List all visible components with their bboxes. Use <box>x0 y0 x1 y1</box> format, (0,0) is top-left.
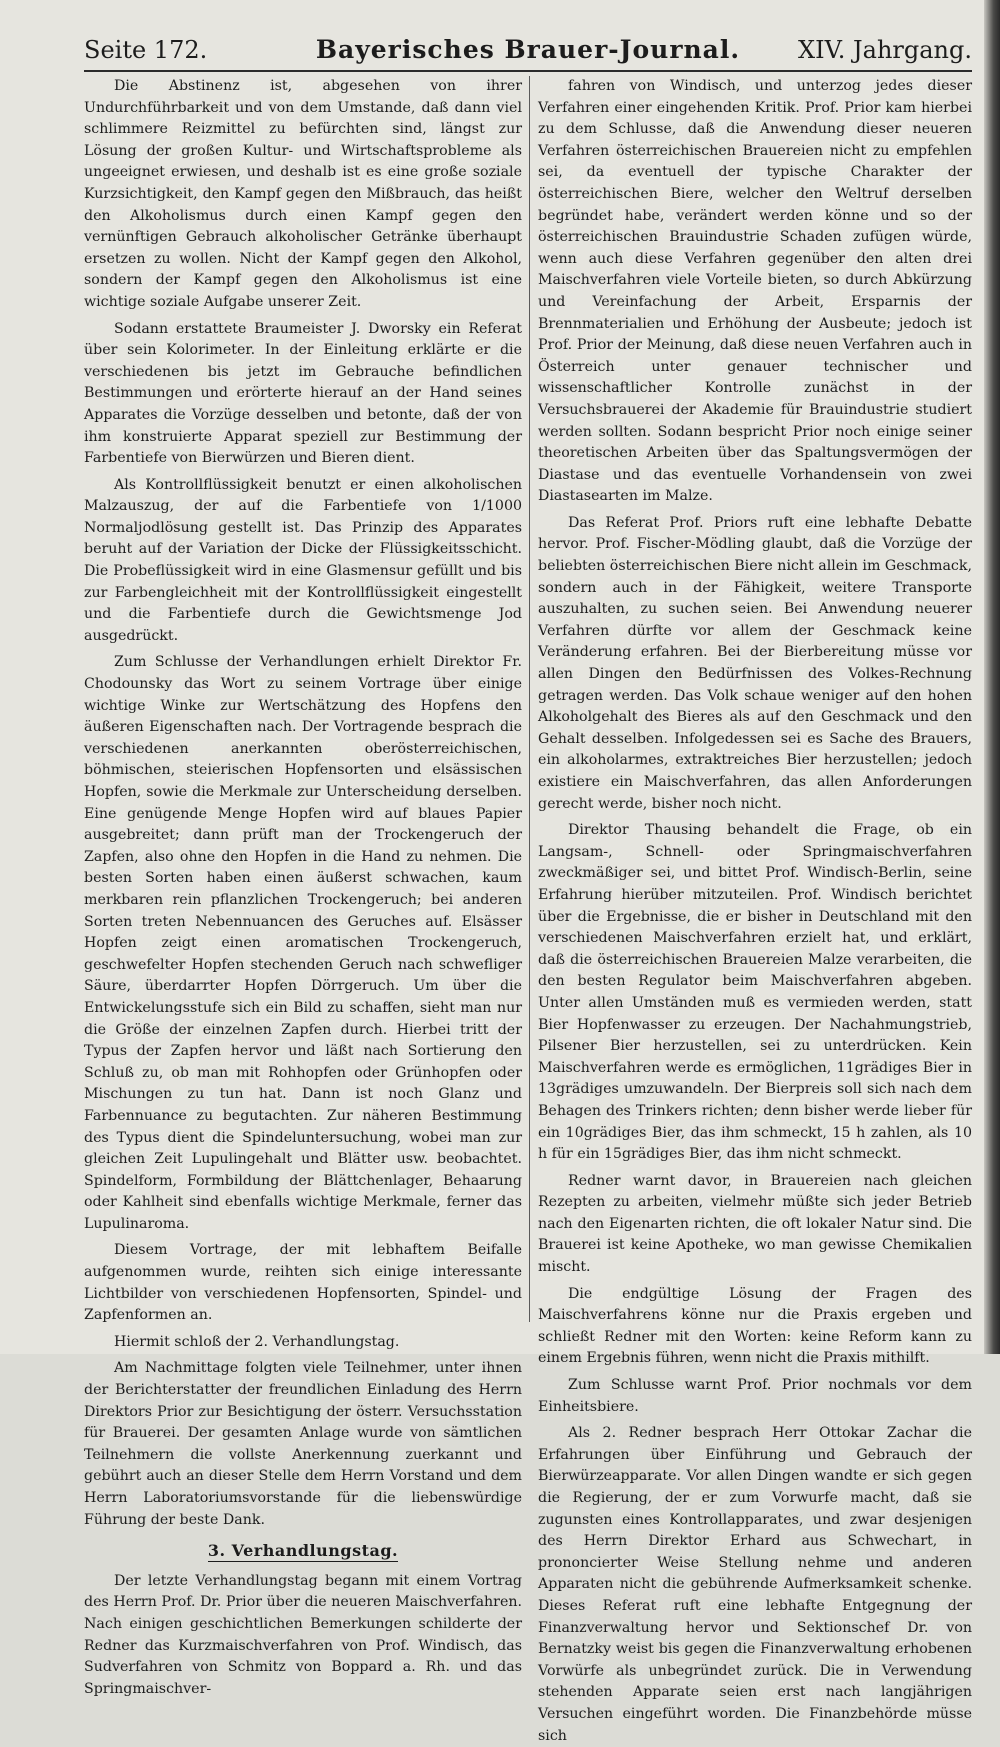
left-column <box>84 76 522 1697</box>
paragraph: Als 2. Redner besprach Herr Ottokar Zachar die Erfahrungen über Einführung und Gebrauch der Bierwürzeapparate. Vor allen Dingen wandte er sich gegen die Regierung, der er zum Vorwurfe macht, daß sie zugunsten eines Kontrollapparates, und zwar desjenigen des Herrn Direktor Erhard aus Schwechart, in prononcierter Weise Stellung nehme und anderen Apparaten nicht die gebührende Aufmerksamkeit schenke. Dieses Referat ruft eine lebhafte Entgegnung der Finanzverwaltung hervor und Sektionschef Dr. von Bernatzky weist bis gegen die Finanzverwaltung erhobenen Vorwürfe als unbegründet zurück. Die in Verwendung stehenden Apparate seien erst nach langjährigen Versuchen eingeführt worden. Die Finanzbehörde müsse sich <box>538 1425 972 1744</box>
paragraph: Die endgültige Lösung der Fragen des Maischverfahrens könne nur die Praxis ergeben und schließt Redner mit den Worten: keine Reform kann zu einem Ergebnis führen, wenn nicht die Praxis mithilft. <box>538 1285 972 1367</box>
paragraph: Zum Schlusse warnt Prof. Prior nochmals vor dem Einheitsbiere. <box>538 1377 972 1415</box>
paragraph: Redner warnt davor, in Brauereien nach gleichen Rezepten zu arbeiten, vielmehr müßte sich jeder Betrieb nach den Eigenarten richten, die oft lokaler Natur sind. Die Brauerei ist keine Apotheke, wo man gewisse Chemikalien mischt. <box>538 1172 972 1276</box>
paragraph: Zum Schlusse der Verhandlungen erhielt Direktor Fr. Chodounsky das Wort zu seinem Vortrage über einige wichtige Winke zur Wertschätzung des Hopfens den äußeren Eigenschaften nach. Der Vortragende besprach die verschiedenen anerkannten oberösterreichischen, böhmischen, steierischen Hopfensorten und elsässischen Hopfen, sowie die Merkmale zur Unterscheidung derselben. Eine genügende Menge Hopfen wird auf blaues Papier ausgebreitet; dann prüft man der Trockengeruch der Zapfen, also ohne den Hopfen in die Hand zu nehmen. Die besten Sorten haben einen äußerst schwachen, kaum merkbaren rein pflanzlichen Trockengeruch; bei anderen Sorten treten Nebennuancen des Geruches auf. Elsässer Hopfen zeigt einen aromatischen Trockengeruch, geschwefelter Hopfen stechenden Geruch nach schwefliger Säure, überdarrter Hopfen Dörrgeruch. Um über die Entwickelungsstufe sich ein Bild zu schaffen, sieht man nur die Größe der einzelnen Zapfen durch. Hierbei tritt der Typus der Zapfen hervor und läßt nach Sortierung den Schluß zu, ob man mit Rohhopfen oder Grünhopfen oder Mischungen zu tun hat. Dann ist noch Glanz und Farbennuance zu begutachten. Zur näheren Bestimmung des Typus dient die Spindeluntersuchung, wobei man zur gleichen Zeit Lupulingehalt und Blätter usw. beobachtet. Spindelform, Formbildung der Blättchenlager, Behaarung oder Kahlheit sind ebenfalls wichtige Merkmale, ferner das Lupulinaroma. <box>84 654 522 1232</box>
paragraph: Am Nachmittage folgten viele Teilnehmer, unter ihnen der Berichterstatter der freundlichen Einladung des Herrn Direktors Prior zur Besichtigung der österr. Versuchsstation für Brauerei. Der gesamten Anlage wurde von sämtlichen Teilnehmern die vollste Anerkennung zuerkannt und gebührt auch an dieser Stelle dem Herrn Vorstand und dem Herrn Laboratoriumsvorstande für die liebenswürdige Führung der beste Dank. <box>84 1360 522 1528</box>
paragraph: fahren von Windisch, und unterzog jedes dieser Verfahren einer eingehenden Kritik. Prof. Prior kam hierbei zu dem Schlusse, daß die Anwendung dieser neueren Verfahren österreichischen Brauereien nicht zu empfehlen sei, da eventuell der typische Charakter der österreichischen Biere, welcher den Weltruf derselben begründet habe, verändert werden könne und so der österreichischen Brauindustrie Schaden zufügen würde, wenn auch diese Verfahren gegenüber den alten drei Maischverfahren viele Vorteile bieten, so durch Abkürzung und Vereinfachung der Arbeit, Ersparnis der Brennmaterialien und Erhöhung der Ausbeute; jedoch ist Prof. Prior der Meinung, daß diese neuen Verfahren auch in Österreich unter genauer technischer und wissenschaftlicher Kontrolle zunächst in der Versuchsbrauerei der Akademie für Brauindustrie studiert werden sollten. Sodann bespricht Prior noch einige seiner theoretischen Arbeiten über das Spaltungsvermögen der Diastase und das eventuelle Vorhandensein von zwei Diastasearten im Malze. <box>538 78 972 505</box>
paragraph: Sodann erstattete Braumeister J. Dworsky ein Referat über sein Kolorimeter. In der Einleitung erklärte er die verschiedenen bis jetzt im Gebrauche befindlichen Bestimmungen und erörterte hierauf an der Hand seines Apparates die Vorzüge desselben und betonte, daß der von ihm konstruierte Apparat speziell zur Bestimmung der Farbentiefe von Bierwürzen und Bieren dient. <box>84 320 522 467</box>
volume-label: XIV. Jahrgang. <box>798 36 972 64</box>
paragraph: Hiermit schloß der 2. Verhandlungstag. <box>114 1333 400 1350</box>
paragraph: Direktor Thausing behandelt die Frage, ob ein Langsam-, Schnell- oder Springmaischverfahren zweckmäßiger sei, und bittet Prof. Windisch-Berlin, seine Erfahrung hierüber mitzuteilen. Prof. Windisch berichtet über die Ergebnisse, die er bisher in Deutschland mit den verschiedenen Maischverfahren erzielt hat, und erklärt, daß die österreichischen Brauereien Malze verarbeiten, die den besten Regulator beim Maischverfahren abgeben. Unter allen Umständen muß es vermieden werden, statt Bier Hopfenwasser zu erzeugen. Der Nachahmungstrieb, Pilsener Bier herzustellen, sei zu unterdrücken. Kein Maischverfahren werde es ermöglichen, 11grädiges Bier in 13grädiges umzuwandeln. Der Bierpreis soll sich nach dem Behagen des Trinkers richten; denn bisher werde lieber für ein 10grädiges Bier, das ihm schmeckt, 15 h zahlen, als 10 h für ein 15grädiges Bier, das ihm nicht schmeckt. <box>538 822 972 1163</box>
section-heading-text: 3. Verhandlungstag. <box>207 1541 399 1561</box>
paragraph: Das Referat Prof. Priors ruft eine lebhafte Debatte hervor. Prof. Fischer-Mödling glaubt, daß die Vorzüge der beliebten österreichischen Biere nicht allein im Geschmack, sondern auch in der Fähigkeit, weitere Transporte auszuhalten, zu suchen seien. Bei Anwendung neuerer Verfahren dürfte vor allem der Geschmack keine Veränderung erfahren. Bei der Bierbereitung müsse vor allen Dingen den Bedürfnissen des Volkes-Rechnung getragen werden. Das Volk schaue weniger auf den hohen Alkoholgehalt des Bieres als auf den Geschmack und den Gehalt desselben. Infolgedessen sei es Sache des Brauers, ein alkoholarmes, extraktreiches Bier herzustellen; jedoch existiere ein Maischverfahren, das allen Anforderungen gerecht werde, bisher noch nicht. <box>538 514 972 812</box>
paragraph: Die Abstinenz ist, abgesehen von ihrer Undurchführbarkeit und von dem Umstande, daß dann viel schlimmere Reizmittel zu befürchten sind, längst zur Lösung der großen Kultur- und Wirtschaftsprobleme als ungeeignet erwiesen, und deshalb ist es eine große soziale Kurzsichtigkeit, den Kampf gegen den Mißbrauch, das heißt den Alkoholismus durch einen Kampf gegen den vernünftigen Gebrauch alkoholischer Getränke überhaupt ersetzen zu wollen. Nicht der Kampf gegen den Alkohol, sondern der Kampf gegen den Alkoholismus ist eine wichtige soziale Aufgabe unserer Zeit. <box>84 78 522 310</box>
right-column <box>538 76 972 1744</box>
column-divider <box>529 76 530 1322</box>
header-rule <box>84 70 972 72</box>
page-header <box>84 34 972 68</box>
paragraph: Als Kontrollflüssigkeit benutzt er einen alkoholischen Malzauszug, der auf die Farbentiefe von 1/1000 Normaljodlösung gestellt ist. Das Prinzip des Apparates beruht auf der Variation der Dicke der Flüssigkeitsschicht. Die Probeflüssigkeit wird in eine Glasmensur gefüllt und bis zur Farbengleichheit mit der Kontrollflüssigkeit eingestellt und die Farbentiefe durch die Gewichtsmenge Jod ausgedrückt. <box>84 476 522 644</box>
journal-title: Bayerisches Brauer-Journal. <box>315 35 741 64</box>
page-edge-shadow <box>984 0 1000 1354</box>
section-heading <box>84 1540 522 1562</box>
paragraph: Der letzte Verhandlungstag begann mit einem Vortrag des Herrn Prof. Dr. Prior über die neueren Maischverfahren. Nach einigen geschichtlichen Bemerkungen schilderte der Redner das Kurzmaischverfahren von Prof. Windisch, das Sudverfahren von Schmitz von Boppard a. Rh. und das Springmaischver- <box>84 1572 522 1697</box>
page-number: Seite 172. <box>84 36 208 64</box>
paragraph: Diesem Vortrage, der mit lebhaftem Beifalle aufgenommen wurde, reihten sich einige interessante Lichtbilder von verschiedenen Hopfensorten, Spindel- und Zapfenformen an. <box>84 1242 522 1324</box>
